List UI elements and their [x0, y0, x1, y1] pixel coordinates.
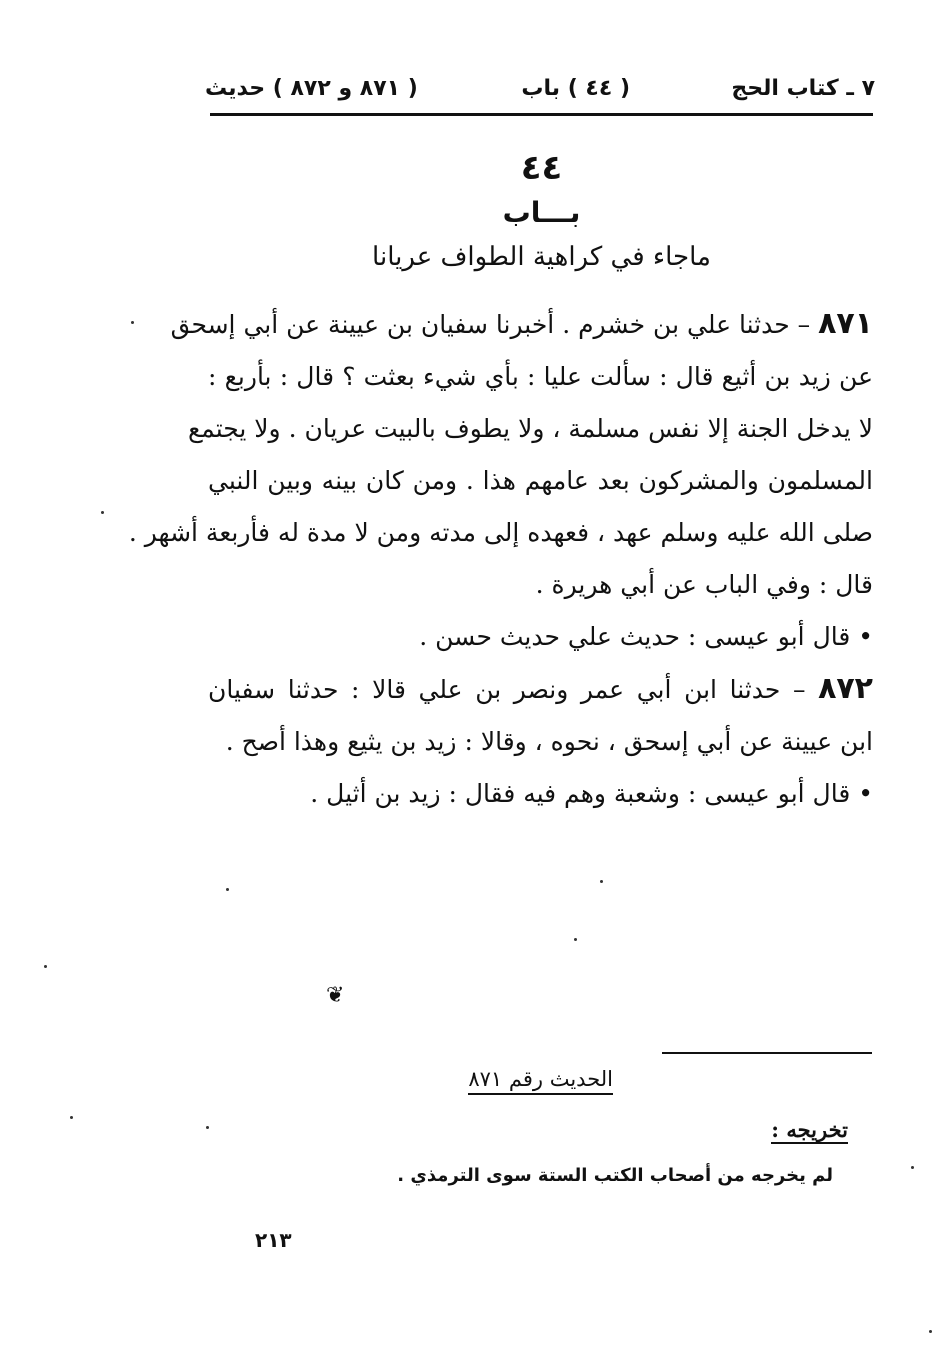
print-speck — [911, 1166, 914, 1169]
print-speck — [70, 1116, 73, 1119]
chapter-number: ٤٤ — [520, 148, 563, 188]
text-line — [208, 351, 873, 403]
footnote-text: لم يخرجه من أصحاب الكتب الستة سوى الترمذي . — [397, 1165, 833, 1186]
print-speck — [101, 511, 104, 514]
text-line-content: قال : وفي الباب عن أبي هريرة . — [535, 570, 873, 599]
text-line — [208, 455, 873, 507]
text-line-content: صلى الله عليه وسلم عهد ، فعهده إلى مدته ومن لا مدة له فأربعة أشهر . — [128, 518, 873, 547]
hadith-number: ٨٧١ — [818, 306, 873, 341]
ornament-icon: ❦ — [326, 983, 345, 1008]
text-line-content: – حدثنا علي بن خشرم . أخبرنا سفيان بن عيينة عن أبي إسحق — [170, 310, 819, 339]
text-line-content: • قال أبو عيسى : وشعبة وهم فيه فقال : زيد بن أثيل . — [310, 779, 873, 808]
text-line — [208, 663, 873, 716]
header-book-title: ٧ ـ كتاب الحج — [731, 76, 875, 101]
text-line — [187, 403, 873, 455]
print-speck — [574, 938, 577, 941]
header-hadith-ref: ( ٨٧١ و ٨٧٢ ) حديث — [205, 76, 418, 101]
print-speck — [929, 1330, 932, 1333]
print-speck — [131, 321, 134, 324]
text-line-content: ابن عيينة عن أبي إسحق ، نحوه ، وقالا : زيد بن يثيع وهذا أصح . — [225, 727, 873, 756]
text-line-content: – حدثنا ابن أبي عمر ونصر بن علي قالا : حدثنا سفيان — [208, 675, 819, 704]
text-line — [208, 559, 873, 611]
text-line-content: • قال أبو عيسى : حديث علي حديث حسن . — [419, 622, 873, 651]
text-line-content: المسلمون والمشركون بعد عامهم هذا . ومن كان بينه وبين النبي — [208, 466, 873, 495]
text-line — [208, 716, 873, 768]
text-line — [128, 507, 873, 559]
footnote-heading: الحديث رقم ٨٧١ — [468, 1067, 613, 1095]
text-line-content: لا يدخل الجنة إلا نفس مسلمة ، ولا يطوف بالبيت عريان . ولا يجتمع — [187, 414, 873, 443]
chapter-title: ماجاء في كراهية الطواف عريانا — [372, 242, 711, 272]
hadith-text — [128, 298, 873, 820]
print-speck — [206, 1126, 209, 1129]
text-line — [170, 298, 873, 351]
text-line — [208, 611, 873, 663]
chapter-label: بـــاب — [502, 196, 581, 229]
header-rule — [210, 113, 873, 116]
header-chapter-ref: ( ٤٤ ) باب — [521, 76, 630, 101]
running-header — [205, 70, 875, 110]
hadith-number: ٨٧٢ — [818, 671, 873, 706]
text-line — [208, 768, 873, 820]
print-speck — [226, 888, 229, 891]
print-speck — [600, 880, 603, 883]
print-speck — [44, 965, 47, 968]
page-number: ٢١٣ — [255, 1228, 292, 1252]
footnote-label: تخريجه : — [771, 1117, 848, 1142]
footnote-rule — [662, 1052, 872, 1054]
text-line-content: عن زيد بن أثيع قال : سألت عليا : بأي شيء بعثت ؟ قال : بأربع : — [208, 362, 873, 391]
